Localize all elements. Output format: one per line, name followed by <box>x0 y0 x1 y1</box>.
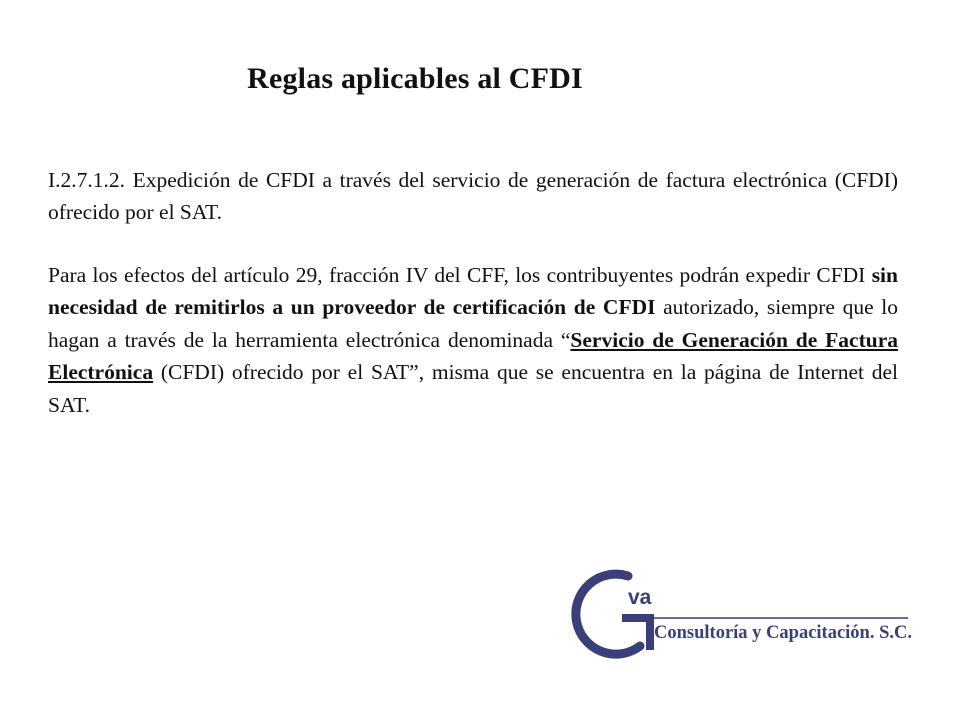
body-paragraph <box>48 259 898 421</box>
logo-company-name: Consultoría y Capacitación. S.C. <box>654 623 912 643</box>
paragraph-text: (CFDI) ofrecido por el SAT”, misma que se encuentra en la página de Internet del SAT. <box>48 360 898 417</box>
paragraph-text: Para los efectos del artículo 29, fracción IV del CFF, los contribuyentes podrán expedir CFDI <box>48 263 872 287</box>
paragraph-text: autorizado, siempre que lo hagan a través de la herramienta electrónica denominada “ <box>48 295 898 352</box>
paragraph-underlined-bold-text: Servicio de Generación de Factura Electrónica <box>48 327 898 385</box>
paragraph-bold-text: sin necesidad de remitirlos a un proveedor de certificación de CFDI <box>48 263 898 320</box>
page-title: Reglas aplicables al CFDI <box>247 62 583 95</box>
rule-heading: I.2.7.1.2. Expedición de CFDI a través del servicio de generación de factura electrónica (CFDI) ofrecido por el SAT. <box>48 168 898 224</box>
company-logo <box>562 566 912 666</box>
logo-mark-letters: va <box>628 586 652 609</box>
logo-g-mark-icon <box>562 566 912 666</box>
